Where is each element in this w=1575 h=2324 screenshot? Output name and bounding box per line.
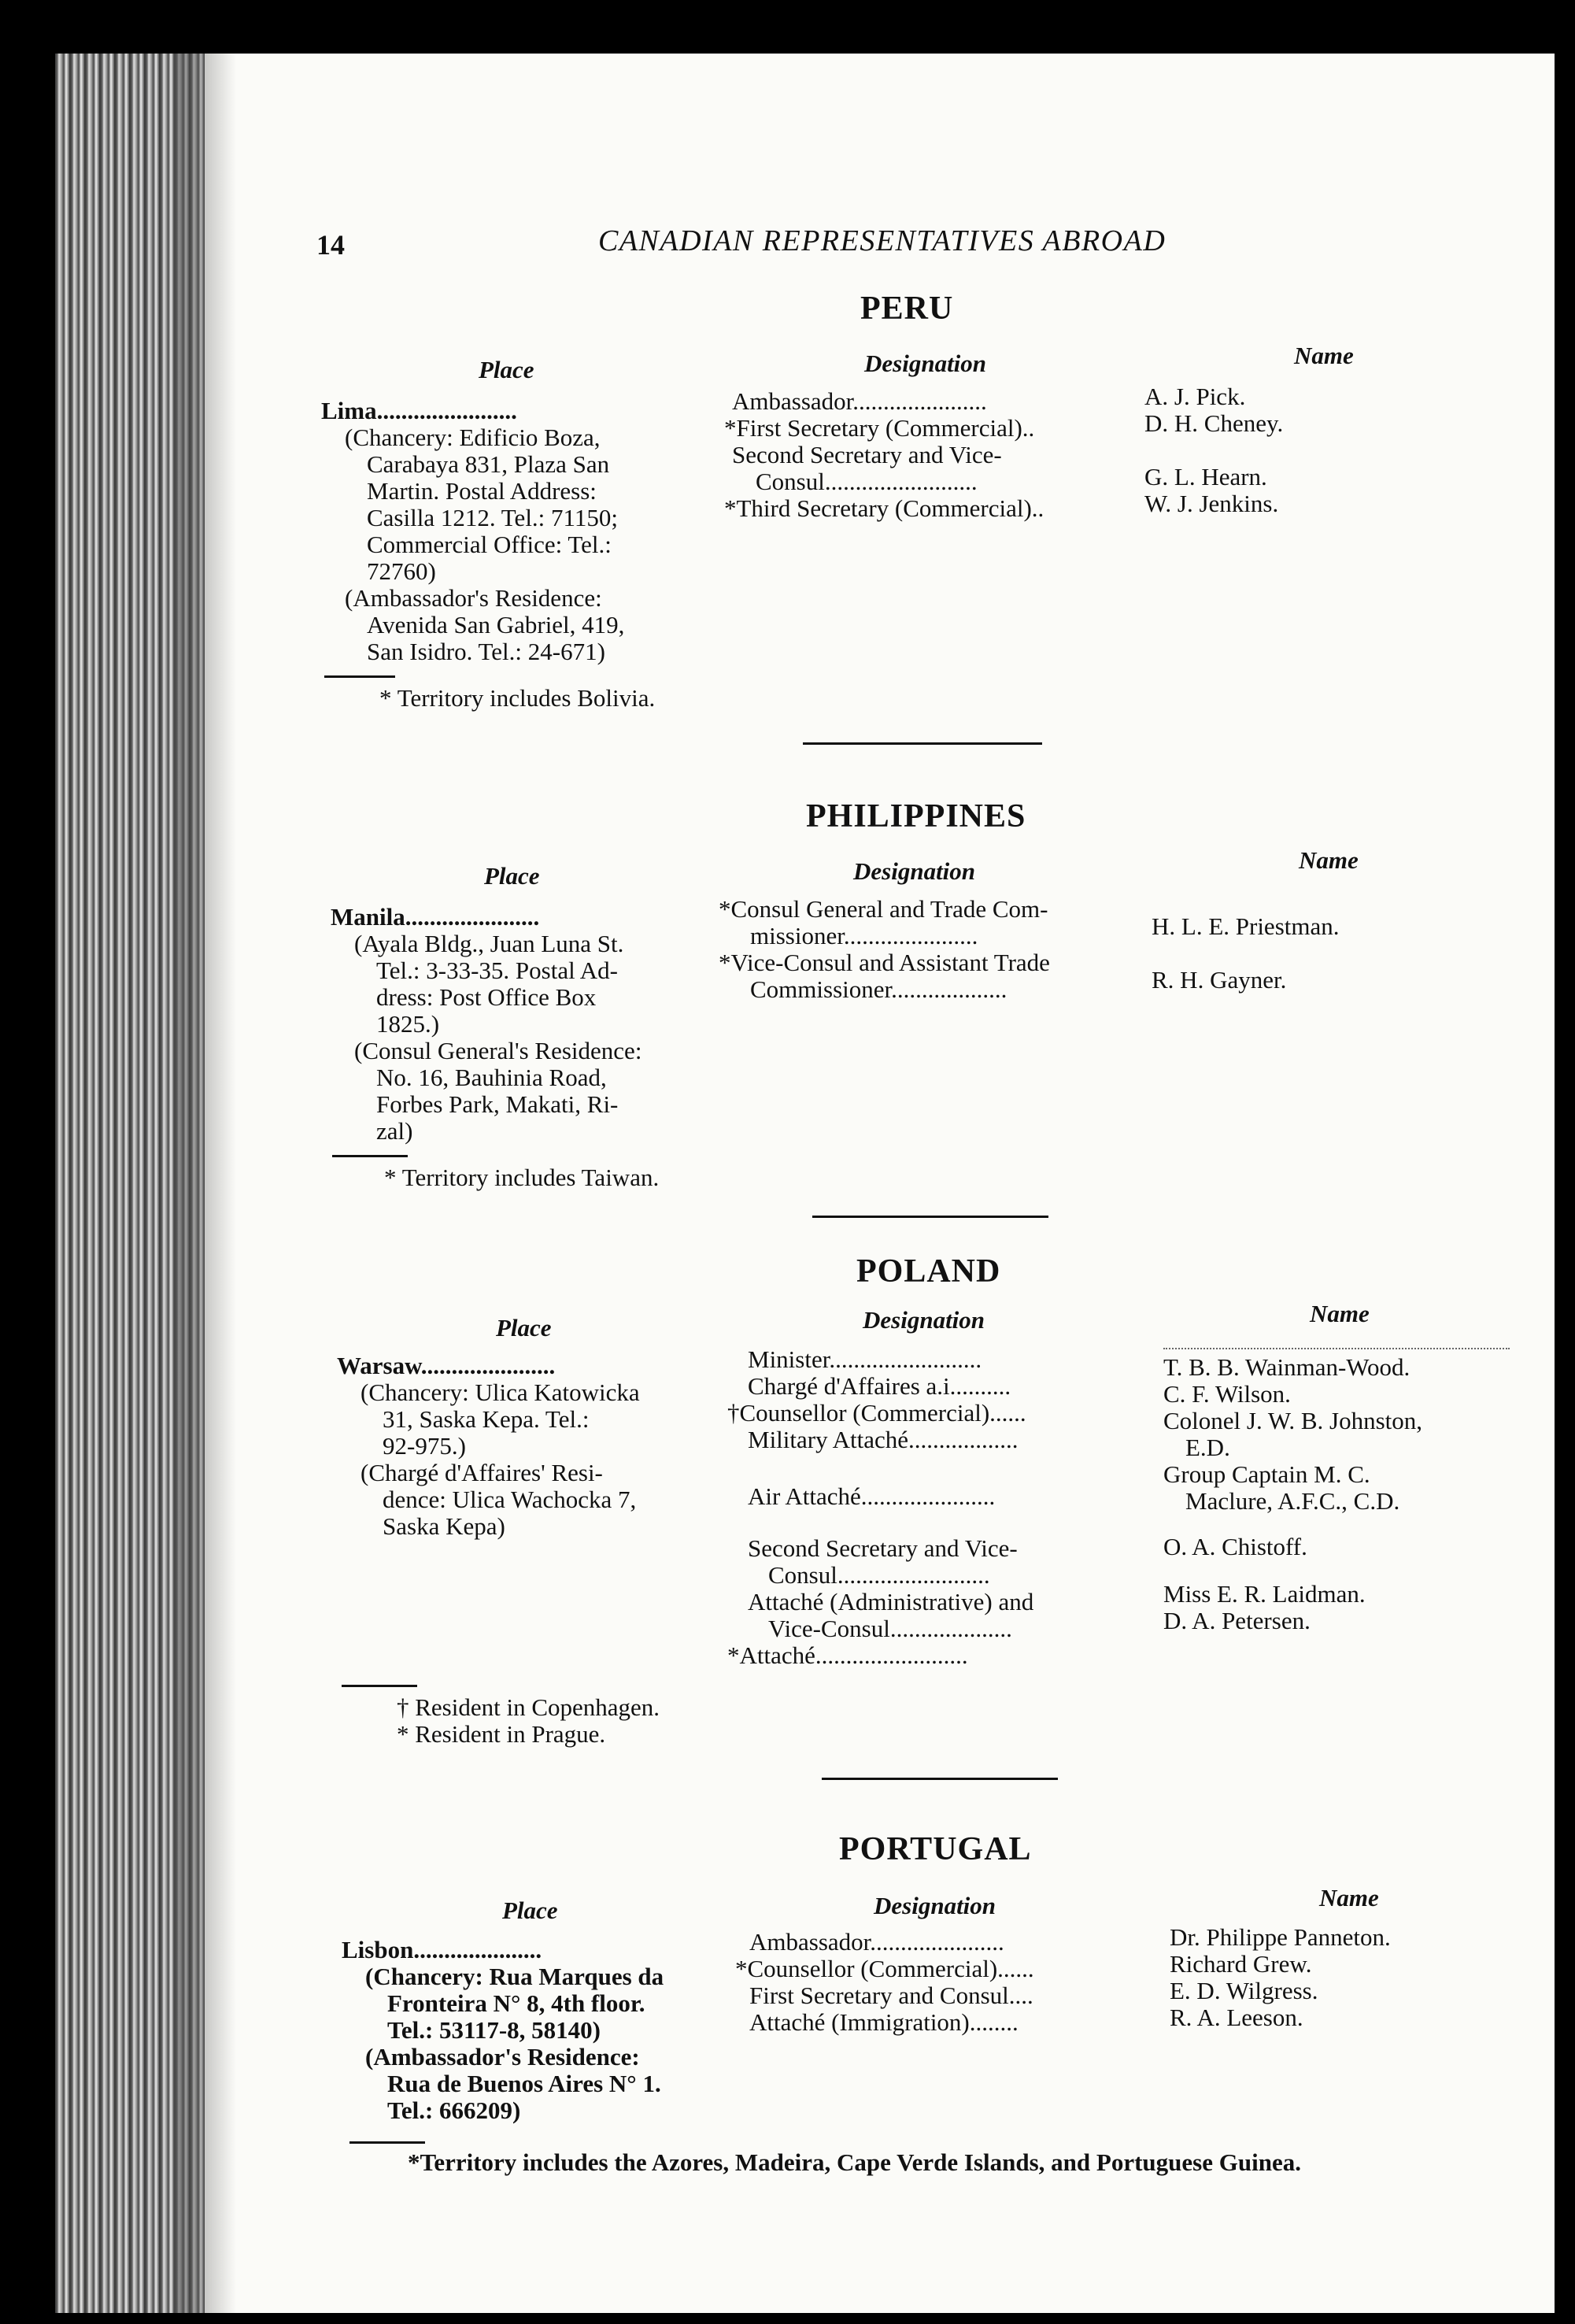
person-name: T. B. B. Wainman-Wood. bbox=[1163, 1353, 1410, 1381]
person-name: E.D. bbox=[1185, 1434, 1230, 1461]
address-line: dence: Ulica Wachocka 7, bbox=[383, 1486, 637, 1513]
person-name: D. H. Cheney. bbox=[1144, 409, 1284, 437]
designation: Consul......................... bbox=[756, 468, 978, 495]
designation: Military Attaché.................. bbox=[748, 1426, 1019, 1453]
person-name: W. J. Jenkins. bbox=[1144, 490, 1279, 517]
designation: Second Secretary and Vice- bbox=[748, 1534, 1018, 1562]
section-poland bbox=[321, 1253, 1502, 1748]
address-line: (Chancery: Ulica Katowicka bbox=[360, 1378, 640, 1406]
address-line: Carabaya 831, Plaza San bbox=[367, 450, 610, 478]
designation-column-header: Designation bbox=[853, 857, 976, 885]
section-portugal bbox=[321, 1831, 1502, 2182]
place-column-header: Place bbox=[496, 1314, 552, 1341]
designation: Consul......................... bbox=[768, 1561, 990, 1589]
designation-column bbox=[719, 896, 1050, 1003]
person-name: H. L. E. Priestman. bbox=[1152, 912, 1340, 940]
place-column bbox=[337, 1353, 640, 1540]
designation: First Secretary and Consul.... bbox=[749, 1982, 1033, 2009]
address-line: Fronteira N° 8, 4th floor. bbox=[387, 1989, 645, 2017]
designation: *Counsellor (Commercial)...... bbox=[735, 1955, 1034, 1982]
person-name: E. D. Wilgress. bbox=[1170, 1977, 1318, 2004]
designation: Attaché (Immigration)........ bbox=[749, 2008, 1019, 2036]
designation-column bbox=[735, 1929, 1034, 2036]
designation: Commissioner................... bbox=[750, 975, 1007, 1003]
name-column bbox=[1163, 1354, 1422, 1634]
footnote: *Territory includes the Azores, Madeira, Cape Verde Islands, and Portuguese Guinea. bbox=[408, 2148, 1301, 2176]
footnote: † Resident in Copenhagen. bbox=[397, 1693, 660, 1721]
address-line: (Consul General's Residence: bbox=[354, 1037, 642, 1064]
section-philippines bbox=[321, 798, 1502, 1197]
footnote: * Territory includes Bolivia. bbox=[379, 684, 656, 712]
address-line: 72760) bbox=[367, 557, 436, 585]
country-heading: PHILIPPINES bbox=[806, 798, 1026, 834]
address-line: (Chargé d'Affaires' Resi- bbox=[360, 1459, 603, 1486]
address-line: (Ayala Bldg., Juan Luna St. bbox=[354, 930, 624, 957]
designation-column-header: Designation bbox=[874, 1892, 996, 1919]
name-column-header: Name bbox=[1299, 846, 1359, 874]
person-name: Dr. Philippe Panneton. bbox=[1170, 1923, 1391, 1951]
person-name: R. A. Leeson. bbox=[1170, 2004, 1303, 2031]
designation-column-header: Designation bbox=[863, 1306, 985, 1334]
address-line: Tel.: 666209) bbox=[387, 2096, 521, 2124]
person-name: Group Captain M. C. bbox=[1163, 1460, 1370, 1488]
footnote-rule bbox=[349, 2141, 425, 2144]
page-number: 14 bbox=[316, 229, 345, 261]
address-line: (Ambassador's Residence: bbox=[345, 584, 602, 612]
designation: Ambassador...................... bbox=[732, 387, 987, 415]
person-name: O. A. Chistoff. bbox=[1163, 1533, 1307, 1560]
address-line: Saska Kepa) bbox=[383, 1512, 505, 1540]
name-column-header: Name bbox=[1319, 1884, 1379, 1911]
city: Lima....................... bbox=[321, 397, 517, 424]
address-line: 92-975.) bbox=[383, 1432, 466, 1460]
place-column-header: Place bbox=[479, 356, 534, 383]
footnote: * Territory includes Taiwan. bbox=[384, 1164, 660, 1191]
city: Warsaw...................... bbox=[337, 1352, 556, 1379]
person-name: A. J. Pick. bbox=[1144, 383, 1246, 410]
person-name: D. A. Petersen. bbox=[1163, 1607, 1311, 1634]
person-name: Maclure, A.F.C., C.D. bbox=[1185, 1487, 1400, 1515]
country-heading: PORTUGAL bbox=[839, 1831, 1032, 1867]
designation: Chargé d'Affaires a.i.......... bbox=[748, 1372, 1011, 1400]
section-divider bbox=[803, 742, 1042, 745]
address-line: Martin. Postal Address: bbox=[367, 477, 597, 505]
footnote-rule bbox=[324, 675, 395, 678]
place-column bbox=[342, 1937, 664, 2124]
designation: Vice-Consul.................... bbox=[768, 1615, 1012, 1642]
person-name: G. L. Hearn. bbox=[1144, 463, 1267, 490]
person-name: Richard Grew. bbox=[1170, 1950, 1312, 1978]
designation-column-header: Designation bbox=[864, 350, 987, 377]
person-name: Miss E. R. Laidman. bbox=[1163, 1580, 1366, 1608]
place-column bbox=[331, 904, 641, 1145]
section-peru bbox=[321, 290, 1502, 720]
city: Lisbon..................... bbox=[342, 1936, 542, 1963]
person-name: Colonel J. W. B. Johnston, bbox=[1163, 1407, 1422, 1434]
address-line: (Chancery: Rua Marques da bbox=[365, 1963, 664, 1990]
name-column-header: Name bbox=[1294, 342, 1354, 369]
country-heading: PERU bbox=[860, 290, 954, 327]
address-line: Rua de Buenos Aires N° 1. bbox=[387, 2070, 661, 2097]
designation: *First Secretary (Commercial).. bbox=[724, 414, 1035, 442]
designation-column bbox=[727, 1346, 1033, 1669]
address-line: San Isidro. Tel.: 24-671) bbox=[367, 638, 605, 665]
address-line: Casilla 1212. Tel.: 71150; bbox=[367, 504, 619, 531]
address-line: Avenida San Gabriel, 419, bbox=[367, 611, 625, 638]
name-column bbox=[1144, 383, 1283, 517]
section-divider bbox=[822, 1778, 1058, 1780]
designation: Minister......................... bbox=[748, 1345, 982, 1373]
address-line: Commercial Office: Tel.: bbox=[367, 531, 612, 558]
address-line: Forbes Park, Makati, Ri- bbox=[376, 1090, 619, 1118]
name-column-header: Name bbox=[1310, 1300, 1370, 1327]
place-column-header: Place bbox=[484, 862, 540, 890]
city: Manila...................... bbox=[331, 903, 540, 931]
designation: †Counsellor (Commercial)...... bbox=[727, 1399, 1026, 1427]
designation: *Consul General and Trade Com- bbox=[719, 895, 1048, 923]
address-line: zal) bbox=[376, 1117, 413, 1145]
address-line: (Chancery: Edificio Boza, bbox=[345, 424, 601, 451]
address-line: Tel.: 53117-8, 58140) bbox=[387, 2016, 601, 2044]
footnote-rule bbox=[342, 1685, 417, 1687]
designation: Air Attaché...................... bbox=[748, 1482, 996, 1510]
address-line: No. 16, Bauhinia Road, bbox=[376, 1064, 607, 1091]
address-line: 1825.) bbox=[376, 1010, 440, 1038]
address-line: Tel.: 3-33-35. Postal Ad- bbox=[376, 957, 618, 984]
place-column-header: Place bbox=[502, 1897, 558, 1924]
person-name: C. F. Wilson. bbox=[1163, 1380, 1291, 1408]
footnote-rule bbox=[332, 1155, 408, 1157]
place-column bbox=[321, 398, 624, 665]
person-name: R. H. Gayner. bbox=[1152, 966, 1287, 994]
name-column bbox=[1152, 913, 1340, 994]
designation: *Vice-Consul and Assistant Trade bbox=[719, 949, 1050, 976]
footnote: * Resident in Prague. bbox=[397, 1720, 606, 1748]
address-line: (Ambassador's Residence: bbox=[365, 2043, 640, 2071]
address-line: dress: Post Office Box bbox=[376, 983, 597, 1011]
running-title: CANADIAN REPRESENTATIVES ABROAD bbox=[598, 224, 1166, 257]
designation: Second Secretary and Vice- bbox=[732, 441, 1002, 468]
designation: *Third Secretary (Commercial).. bbox=[724, 494, 1044, 522]
designation: Attaché (Administrative) and bbox=[748, 1588, 1034, 1615]
section-divider bbox=[812, 1216, 1048, 1218]
address-line: 31, Saska Kepa. Tel.: bbox=[383, 1405, 590, 1433]
country-heading: POLAND bbox=[856, 1253, 1001, 1290]
name-column bbox=[1170, 1924, 1391, 2031]
designation: *Attaché......................... bbox=[727, 1641, 968, 1669]
designation: Ambassador...................... bbox=[749, 1928, 1004, 1956]
designation-column bbox=[724, 388, 1044, 522]
designation: missioner...................... bbox=[750, 922, 978, 949]
